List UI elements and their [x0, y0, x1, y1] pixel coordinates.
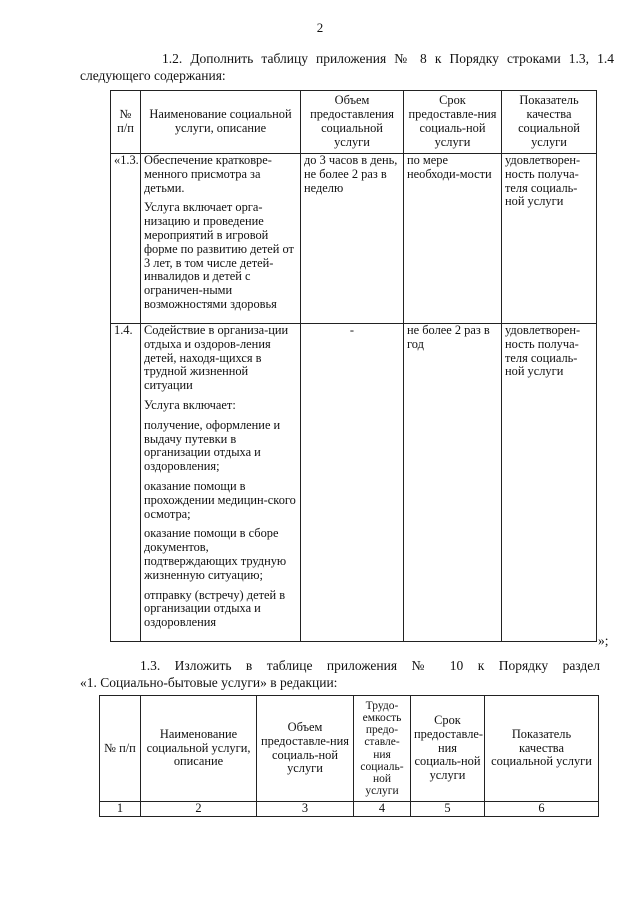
description-paragraph: оказание помощи в прохождении медицин-ского осмотра;: [144, 478, 296, 521]
header-volume: Объем предоставления социальной услуги: [301, 91, 404, 154]
description-paragraph: Услуга включает орга-низацию и проведение мероприятий в игровой форме по развитию детей от 3 лет, в том числе детей-инвалидов и детей с ограничен-ными возможностями здоровья: [144, 200, 294, 311]
description-paragraph: оказание помощи в сборе документов, подтверждающих трудную жизненную ситуацию;: [144, 526, 287, 582]
table-row: [111, 154, 597, 324]
header-quality: Показатель качества социальной услуги: [502, 91, 597, 154]
table-header-row: [111, 91, 597, 154]
column-number: 2: [141, 802, 257, 817]
header-name: Наименование социальной услуги, описание: [141, 696, 257, 802]
row-quality: удовлетворен-ность получа-теля социаль-ной услуги: [502, 324, 597, 642]
description-paragraph: Обеспечение кратковре-менного присмотра за детьми.: [144, 153, 272, 195]
row-description: [141, 324, 301, 642]
description-paragraph: Услуга включает:: [144, 397, 236, 412]
paragraph-1-3-line-1: 1.3. Изложить в таблице приложения № 10 к Порядку раздел: [140, 658, 600, 673]
column-number: 3: [257, 802, 354, 817]
column-number: 5: [411, 802, 485, 817]
description-paragraph: получение, оформление и выдачу путевки в организации отдыха и оздоровления;: [144, 417, 281, 474]
header-volume: Объем предоставле-ния социаль-ной услуги: [257, 696, 354, 802]
services-table-appendix-10: [99, 695, 599, 817]
column-number: 6: [485, 802, 599, 817]
column-number-row: [100, 802, 599, 817]
header-term: Срок предоставле-ния социаль-ной услуги: [404, 91, 502, 154]
header-quality: Показатель качества социальной услуги: [485, 696, 599, 802]
row-description: [141, 154, 301, 324]
description-paragraph: отправку (встречу) детей в организации отдыха и оздоровления: [144, 587, 286, 630]
paragraph-1-3-line-2: «1. Социально-бытовые услуги» в редакции:: [80, 675, 338, 690]
row-volume: до 3 часов в день, не более 2 раз в неделю: [301, 154, 404, 324]
header-labor-intensity: Трудо-емкость предо-ставле-ния социаль-ной услуги: [354, 696, 411, 802]
header-term: Срок предоставле-ния социаль-ной услуги: [411, 696, 485, 802]
services-table-appendix-8: [110, 90, 597, 642]
header-name: Наименование социальной услуги, описание: [141, 91, 301, 154]
row-quality: удовлетворен-ность получа-теля социаль-ной услуги: [502, 154, 597, 324]
table-header-row: [100, 696, 599, 802]
row-term: не более 2 раз в год: [404, 324, 502, 642]
header-num: № п/п: [111, 91, 141, 154]
header-num: № п/п: [100, 696, 141, 802]
row-number: «1.3.: [111, 154, 141, 324]
page-number: 2: [316, 20, 324, 35]
description-paragraph: Содействие в организа-ции отдыха и оздоров-ления детей, находя-щихся в трудной жизненной ситуации: [144, 323, 289, 393]
table-row: [111, 324, 597, 642]
column-number: 4: [354, 802, 411, 817]
paragraph-1-3: [80, 657, 600, 691]
closing-quote: »;: [598, 633, 609, 648]
row-volume: -: [301, 324, 404, 642]
row-term: по мере необходи-мости: [404, 154, 502, 324]
paragraph-1-2: 1.2. Дополнить таблицу приложения № 8 к Порядку строками 1.3, 1.4 следующего содержания:: [80, 51, 614, 83]
column-number: 1: [100, 802, 141, 817]
row-number: 1.4.: [111, 324, 141, 642]
